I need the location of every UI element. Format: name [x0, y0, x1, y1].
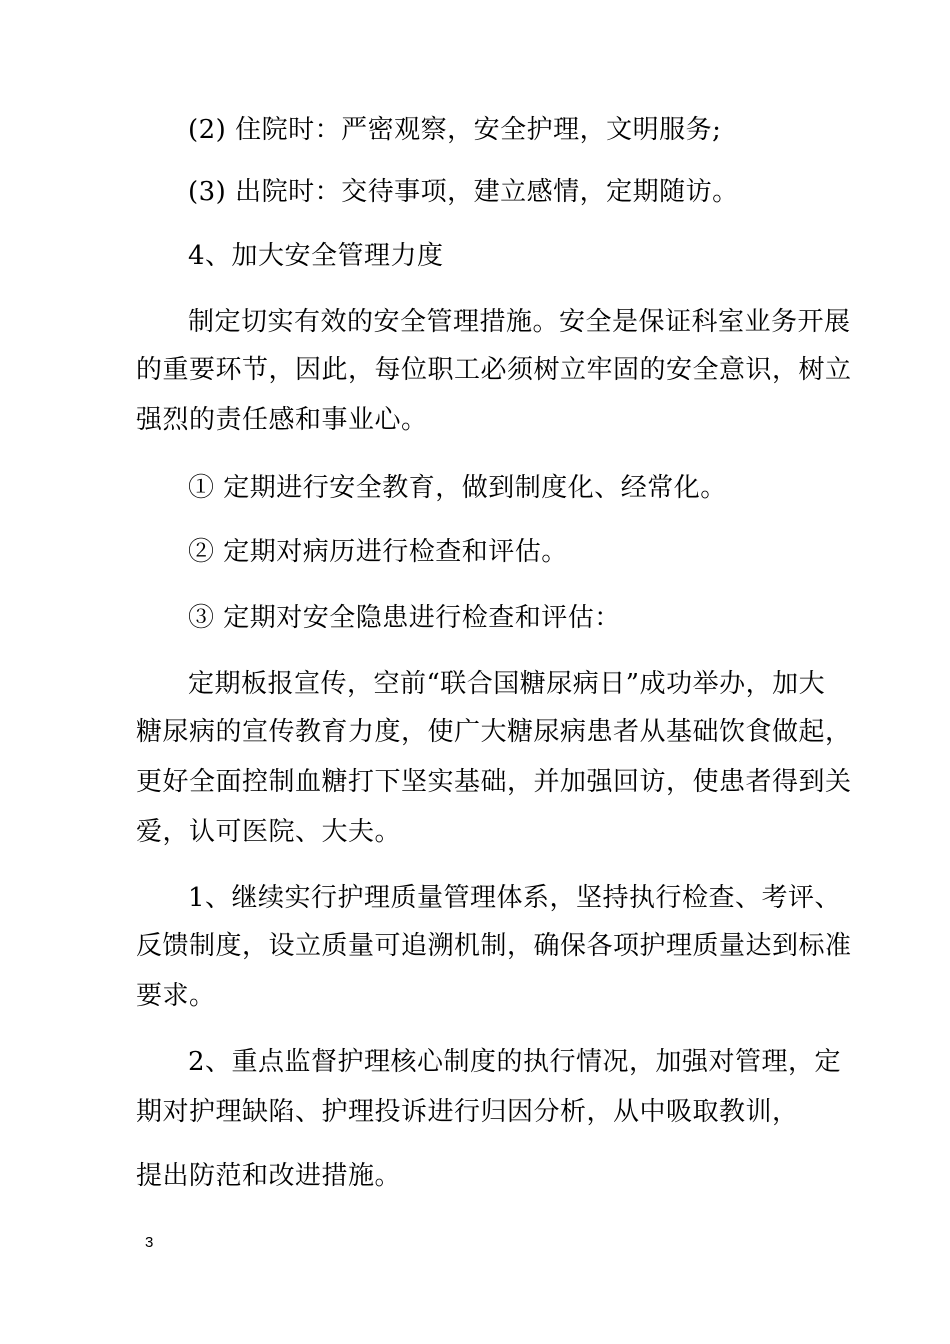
list-item: ① 定期进行安全教育，做到制度化、经常化。	[188, 473, 727, 503]
text-line: 1、继续实行护理质量管理体系，坚持执行检查、考评、	[188, 883, 842, 913]
page-number: 3	[145, 1234, 154, 1251]
list-item: ③ 定期对安全隐患进行检查和评估：	[188, 603, 621, 633]
text-line: 糖尿病的宣传教育力度，使广大糖尿病患者从基础饮食做起，	[136, 717, 852, 747]
text-line: 定期板报宣传，空前“联合国糖尿病日”成功举办，加大	[188, 669, 826, 699]
text-line: 反馈制度，设立质量可追溯机制，确保各项护理质量达到标准	[136, 931, 852, 961]
text-line: (3) 出院时：交待事项，建立感情，定期随访。	[188, 177, 739, 207]
text-line: 期对护理缺陷、护理投诉进行归因分析，从中吸取教训，	[136, 1097, 799, 1127]
text-line: 要求。	[136, 981, 216, 1011]
section-heading: 4、加大安全管理力度	[188, 241, 444, 271]
text-line: 2、重点监督护理核心制度的执行情况，加强对管理，定	[188, 1047, 842, 1077]
list-item: ② 定期对病历进行检查和评估。	[188, 537, 568, 567]
text-line: 提出防范和改进措施。	[136, 1161, 402, 1191]
text-line: 制定切实有效的安全管理措施。安全是保证科室业务开展	[188, 307, 851, 337]
text-line: 爱，认可医院、大夫。	[136, 817, 402, 847]
text-line: 强烈的责任感和事业心。	[136, 405, 428, 435]
text-line: (2) 住院时：严密观察，安全护理，文明服务;	[188, 115, 722, 145]
text-line: 更好全面控制血糖打下坚实基础，并加强回访，使患者得到关	[136, 767, 852, 797]
text-line: 的重要环节，因此，每位职工必须树立牢固的安全意识，树立	[136, 355, 852, 385]
